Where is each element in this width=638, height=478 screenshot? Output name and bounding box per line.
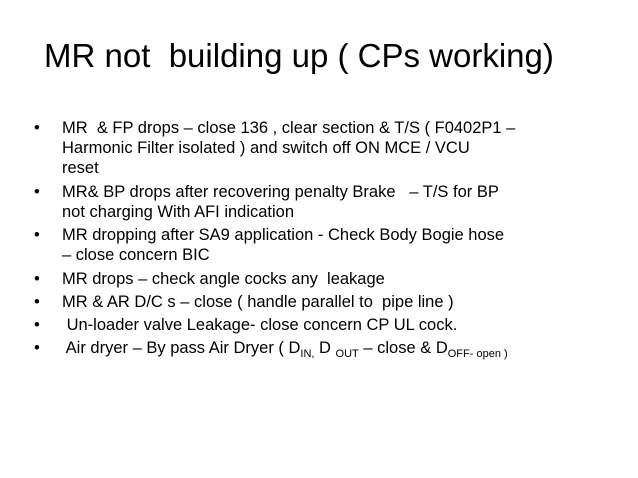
bullet-dot-icon: • <box>34 119 40 137</box>
bullet-dot-icon: • <box>34 183 40 201</box>
air-dryer-subscript-off: OFF- open ) <box>447 348 508 360</box>
bullet-line: MR& BP drops after recovering penalty Brake – T/S for BP <box>62 183 499 201</box>
slide-title <box>44 36 604 76</box>
bullet-dot-icon: • <box>34 316 40 334</box>
bullet-line: MR drops – check angle cocks any leakage <box>62 270 385 288</box>
bullet-item <box>34 225 624 265</box>
bullet-list <box>34 118 624 363</box>
bullet-line: MR & AR D/C s – close ( handle parallel to pipe line ) <box>62 293 454 311</box>
bullet-line: reset <box>62 159 99 177</box>
bullet-item <box>34 315 624 335</box>
air-dryer-after-out: – close & D <box>358 339 448 357</box>
bullet-line-air-dryer <box>62 338 624 360</box>
bullet-line: Un-loader valve Leakage- close concern CP UL cock. <box>62 316 458 334</box>
bullet-item <box>34 269 624 289</box>
air-dryer-subscript-in: IN, <box>300 348 315 360</box>
bullet-dot-icon: • <box>34 270 40 288</box>
air-dryer-subscript-out: OUT <box>335 348 359 360</box>
bullet-line: – close concern BIC <box>62 246 210 264</box>
bullet-item <box>34 292 624 312</box>
bullet-line: not charging With AFI indication <box>62 203 295 221</box>
air-dryer-prefix: Air dryer – By pass Air Dryer ( D <box>62 339 301 357</box>
air-dryer-mid: D <box>314 339 336 357</box>
bullet-line: MR & FP drops – close 136 , clear section & T/S ( F0402P1 – <box>62 119 516 137</box>
bullet-line: MR dropping after SA9 application - Check Body Bogie hose <box>62 226 505 244</box>
slide-title-text: MR not building up ( CPs working) <box>44 37 554 74</box>
bullet-item <box>34 118 624 178</box>
bullet-dot-icon: • <box>34 226 40 244</box>
bullet-dot-icon: • <box>34 339 40 357</box>
bullet-dot-icon: • <box>34 293 40 311</box>
bullet-line: Harmonic Filter isolated ) and switch off ON MCE / VCU <box>62 139 470 157</box>
bullet-item <box>34 338 624 360</box>
bullet-item <box>34 182 624 222</box>
